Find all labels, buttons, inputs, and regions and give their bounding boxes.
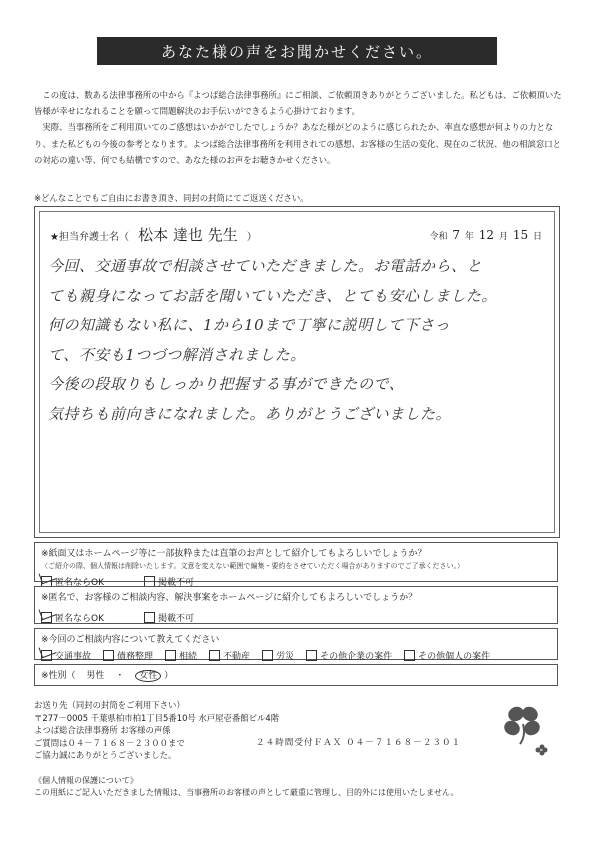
question-text: ※匿名で、お客様のご相談内容、解決事案をホームページに紹介してもよろしいでしょうか？ [41, 593, 418, 603]
option-debt[interactable]: 債務整理 [103, 649, 153, 662]
day-unit: 日 [532, 232, 542, 242]
checkbox-icon[interactable] [41, 650, 52, 661]
era-label: 令和 [429, 232, 448, 242]
year-unit: 年 [464, 232, 474, 242]
comment-line: 何の知識もない私に、1から10まで丁寧に説明して下さっ [48, 316, 451, 334]
comment-line: 気持ちも前向きになれました。ありがとうございました。 [48, 404, 452, 423]
instruction-note: ※どんなことでもご自由にお書き頂き、同封の封筒にてご返送ください。 [34, 193, 309, 203]
gender-male[interactable]: 男性 [86, 671, 105, 681]
contact-info [34, 699, 279, 762]
comment-form [34, 206, 560, 538]
checkbox-icon[interactable] [306, 650, 317, 661]
month-unit: 月 [498, 232, 508, 242]
case-consent-question [34, 586, 558, 624]
contact-thanks: ご協力誠にありがとうございました。 [34, 750, 177, 761]
comment-line: 今後の段取りもしっかり把握する事ができたので、 [48, 375, 405, 393]
lawyer-name-row [50, 224, 257, 245]
comment-form-inner [39, 211, 555, 533]
contact-address: 〒277－0005 千葉県柏市柏1丁目5番10号 水戸屋壱番館ビル4階 [34, 712, 280, 723]
option-inheritance[interactable]: 相続 [165, 649, 197, 662]
publish-consent-question [34, 542, 558, 588]
lawyer-close: ） [246, 232, 257, 243]
checkbox-icon[interactable] [262, 650, 273, 661]
privacy-text: この用紙にご記入いただきました情報は、当事務所のお客様の声として厳重に管理し、目的外には使用いたしません。 [34, 788, 459, 797]
option-not-allowed[interactable]: 掲載不可 [144, 575, 194, 588]
day-value[interactable]: 15 [512, 228, 529, 242]
lawyer-name[interactable]: 松本 達也 先生 [138, 226, 238, 244]
lawyer-label: ★担当弁護士名（ [50, 232, 129, 243]
checkbox-icon[interactable] [165, 650, 176, 661]
page-title: あなた様の声をお聞かせください。 [97, 37, 497, 65]
question-text: ※紙面又はホームページ等に一部抜粋または直筆のお声として紹介してもよろしいでしょうか？ [41, 549, 427, 559]
gender-close: ） [164, 671, 174, 681]
option-real-estate[interactable]: 不動産 [209, 649, 250, 662]
option-traffic-accident[interactable]: 交通事故 [41, 649, 91, 662]
checkbox-icon[interactable] [209, 650, 220, 661]
year-value[interactable]: 7 [452, 228, 461, 242]
privacy-notice [34, 775, 458, 799]
option-anonymous-ok[interactable]: 匿名ならOK [41, 575, 104, 588]
clover-icon [498, 700, 548, 760]
comment-line: ても親身になってお話を聞いていただき、とても安心しました。 [48, 286, 497, 305]
checkbox-icon[interactable] [41, 612, 52, 623]
option-other-personal[interactable]: その他個人の案件 [404, 649, 490, 662]
case-type-question [34, 628, 558, 660]
intro-paragraph: 実際、当事務所をご利用頂いてのご感想はいかがでしたでしょうか？あなた様がどのように感じられたか、率直な感想が何よりの力となり、また私どもの今後の参考となります。よつば総合法律事務所を利用されての感想、お客様の生活の変化、現在のご状況、他の相談窓口との対応の違い等、何でも結構ですので、あなた様のお声をお聴きかせください。 [34, 122, 561, 165]
option-anonymous-ok[interactable]: 匿名ならOK [41, 611, 104, 624]
handwritten-comment[interactable] [48, 252, 558, 429]
question-text: ※今回のご相談内容について教えてください [41, 635, 220, 645]
intro-paragraph: この度は、数ある法律事務所の中から『よつば総合法律事務所』にご相談、ご依頼頂きありがとうございました。私どもは、ご依頼頂いた皆様が幸せになれることを願って問題解決のお手伝いができるよう心掛けております。 [34, 90, 562, 117]
intro-text [34, 87, 566, 168]
checkbox-icon[interactable] [404, 650, 415, 661]
gender-female[interactable]: 女性 [135, 670, 161, 682]
month-value[interactable]: 12 [478, 228, 495, 242]
contact-fax: ２４時間受付ＦＡＸ ０４－７１６８－２３０１ [256, 738, 462, 748]
checkbox-icon[interactable] [103, 650, 114, 661]
checkbox-icon[interactable] [144, 612, 155, 623]
comment-line: 今回、交通事故で相談させていただきました。お電話から、と [48, 257, 483, 275]
comment-line: て、不安も1つづつ解消されました。 [48, 345, 306, 364]
gender-separator: ・ [115, 671, 125, 681]
option-not-allowed[interactable]: 掲載不可 [144, 611, 194, 624]
contact-heading: お送り先（同封の封筒をご利用下さい） [34, 700, 185, 710]
contact-phone: ご質問は０４－７１６８－２３００まで [34, 737, 185, 748]
privacy-heading: 《個人情報の保護について》 [34, 776, 138, 785]
option-labor[interactable]: 労災 [262, 649, 294, 662]
option-other-corporate[interactable]: その他企業の案件 [306, 649, 392, 662]
gender-question [34, 664, 558, 686]
gender-label: ※性別（ [41, 671, 76, 681]
date-row [429, 228, 542, 242]
contact-office: よつば総合法律事務所 お客様の声係 [34, 725, 171, 736]
question-subtext: （ご紹介の際、個人情報は削除いたします。文意を変えない範囲で編集・要約をさせていただく場合がありますのでご了承ください。） [41, 562, 464, 570]
